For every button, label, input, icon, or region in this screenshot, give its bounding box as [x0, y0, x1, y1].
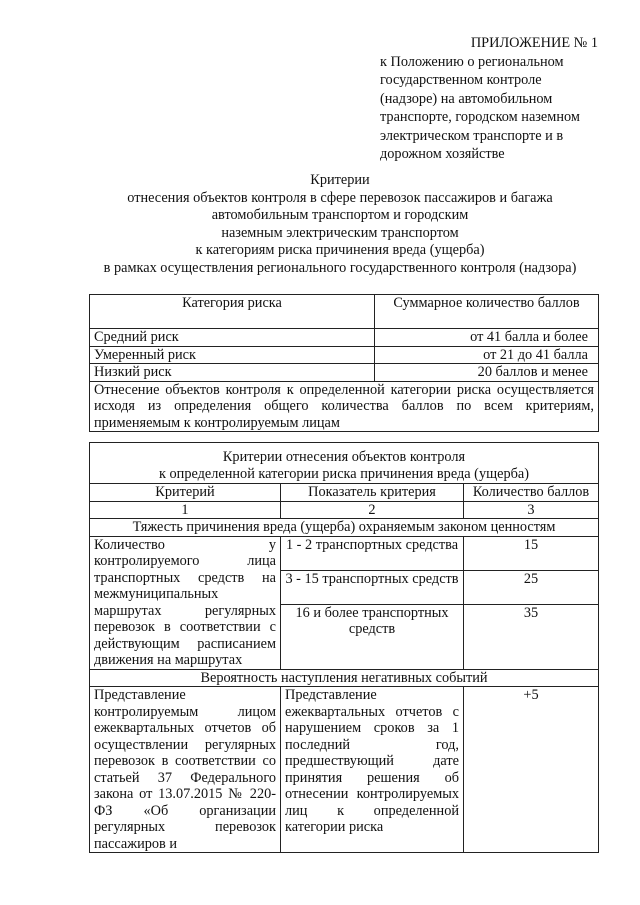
title-line: в рамках осуществления регионального государственного контроля (надзора)	[103, 259, 577, 276]
section-title-probability: Вероятность наступления негативных событий	[90, 669, 599, 687]
annex-line: электрическом транспорте и в	[380, 127, 564, 144]
title-line: наземным электрическим транспортом	[221, 224, 459, 241]
table-header-row	[90, 484, 599, 502]
criterion-vehicles-count	[90, 536, 281, 669]
table-row	[90, 364, 599, 382]
section-title-severity: Тяжесть причинения вреда (ущерба) охраняемым законом ценностям	[90, 519, 599, 537]
table-row	[90, 346, 599, 364]
table-header-row	[90, 295, 599, 329]
risk-points-cell: от 21 до 41 балла	[375, 346, 599, 364]
risk-category-cell: Низкий риск	[90, 364, 375, 382]
indicator-cell: Представление ежеквартальных отчетов с нарушением сроков за 1 последний год, предшествующий дате принятия решения об отнесении контролируемых лиц к определенной категории риска	[281, 687, 464, 853]
header-points: Количество баллов	[464, 484, 599, 502]
annex-text	[380, 53, 620, 164]
indicator-cell: 16 и более транспортных средств	[281, 604, 464, 669]
points-cell: +5	[464, 687, 599, 853]
annex-line: дорожном хозяйстве	[380, 146, 505, 162]
table-row	[90, 687, 599, 853]
points-cell: 15	[464, 536, 599, 570]
criteria-title-line: Критерии отнесения объектов контроля	[222, 449, 466, 465]
column-number: 2	[281, 501, 464, 519]
criteria-title-line: к определенной категории риска причинения вреда (ущерба)	[159, 466, 529, 482]
annex-line: (надзоре) на автомобильном	[380, 90, 553, 107]
header-risk-category: Категория риска	[90, 295, 375, 329]
annex-line: к Положению о региональном	[380, 53, 564, 70]
section-title-row	[90, 519, 599, 537]
risk-points-cell: 20 баллов и менее	[375, 364, 599, 382]
table-row	[90, 443, 599, 484]
criterion-line: межмуниципальных	[94, 586, 219, 602]
indicator-cell: 1 - 2 транспортных средства	[281, 536, 464, 570]
title-line: Критерии	[310, 172, 370, 188]
criterion-rest: маршрутах регулярных перевозок в соответствии с действующим расписанием движения на маршрутах	[94, 602, 276, 668]
risk-category-cell: Средний риск	[90, 329, 375, 347]
criterion-line: транспортных средств на	[94, 569, 276, 586]
criteria-table	[89, 442, 599, 853]
points-cell: 25	[464, 570, 599, 604]
table-row	[90, 381, 599, 432]
annex-line: государственном контроле	[380, 72, 542, 88]
annex-line: транспорте, городском наземном	[380, 109, 580, 125]
header-total-points: Суммарное количество баллов	[375, 295, 599, 329]
title-line: отнесения объектов контроля в сфере перевозок пассажиров и багажа	[127, 189, 553, 206]
header-indicator: Показатель критерия	[281, 484, 464, 502]
criteria-table-title	[90, 443, 599, 484]
table-row	[90, 536, 599, 570]
header-criterion: Критерий	[90, 484, 281, 502]
risk-category-table	[89, 294, 599, 432]
annex-block	[380, 34, 620, 164]
title-line: автомобильным транспортом и городским	[211, 207, 469, 223]
risk-category-cell: Умеренный риск	[90, 346, 375, 364]
criterion-line: контролируемого лица	[94, 553, 276, 569]
title-line: к категориям риска причинения вреда (ущерба)	[195, 242, 485, 258]
annex-heading: ПРИЛОЖЕНИЕ № 1	[470, 35, 598, 51]
column-number-row	[90, 501, 599, 519]
indicator-cell: 3 - 15 транспортных средств	[281, 570, 464, 604]
criterion-line: Количество у	[94, 536, 276, 553]
risk-points-cell: от 41 балла и более	[375, 329, 599, 347]
criterion-reports: Представление контролируемым лицом ежеквартальных отчетов об осуществлении регулярных перевозок в соответствии со статьей 37 Федерального закона от 13.07.2015 № 220-ФЗ «Об организации регулярных перевозок пассажиров и	[90, 687, 281, 853]
points-cell: 35	[464, 604, 599, 669]
risk-note: Отнесение объектов контроля к определенной категории риска осуществляется исходя из определения общего количества баллов по всем критериям, применяемым к контролируемым лицам	[90, 381, 599, 432]
section-title-row	[90, 669, 599, 687]
document-title	[60, 172, 620, 277]
column-number: 1	[90, 501, 281, 519]
column-number: 3	[464, 501, 599, 519]
table-row	[90, 329, 599, 347]
